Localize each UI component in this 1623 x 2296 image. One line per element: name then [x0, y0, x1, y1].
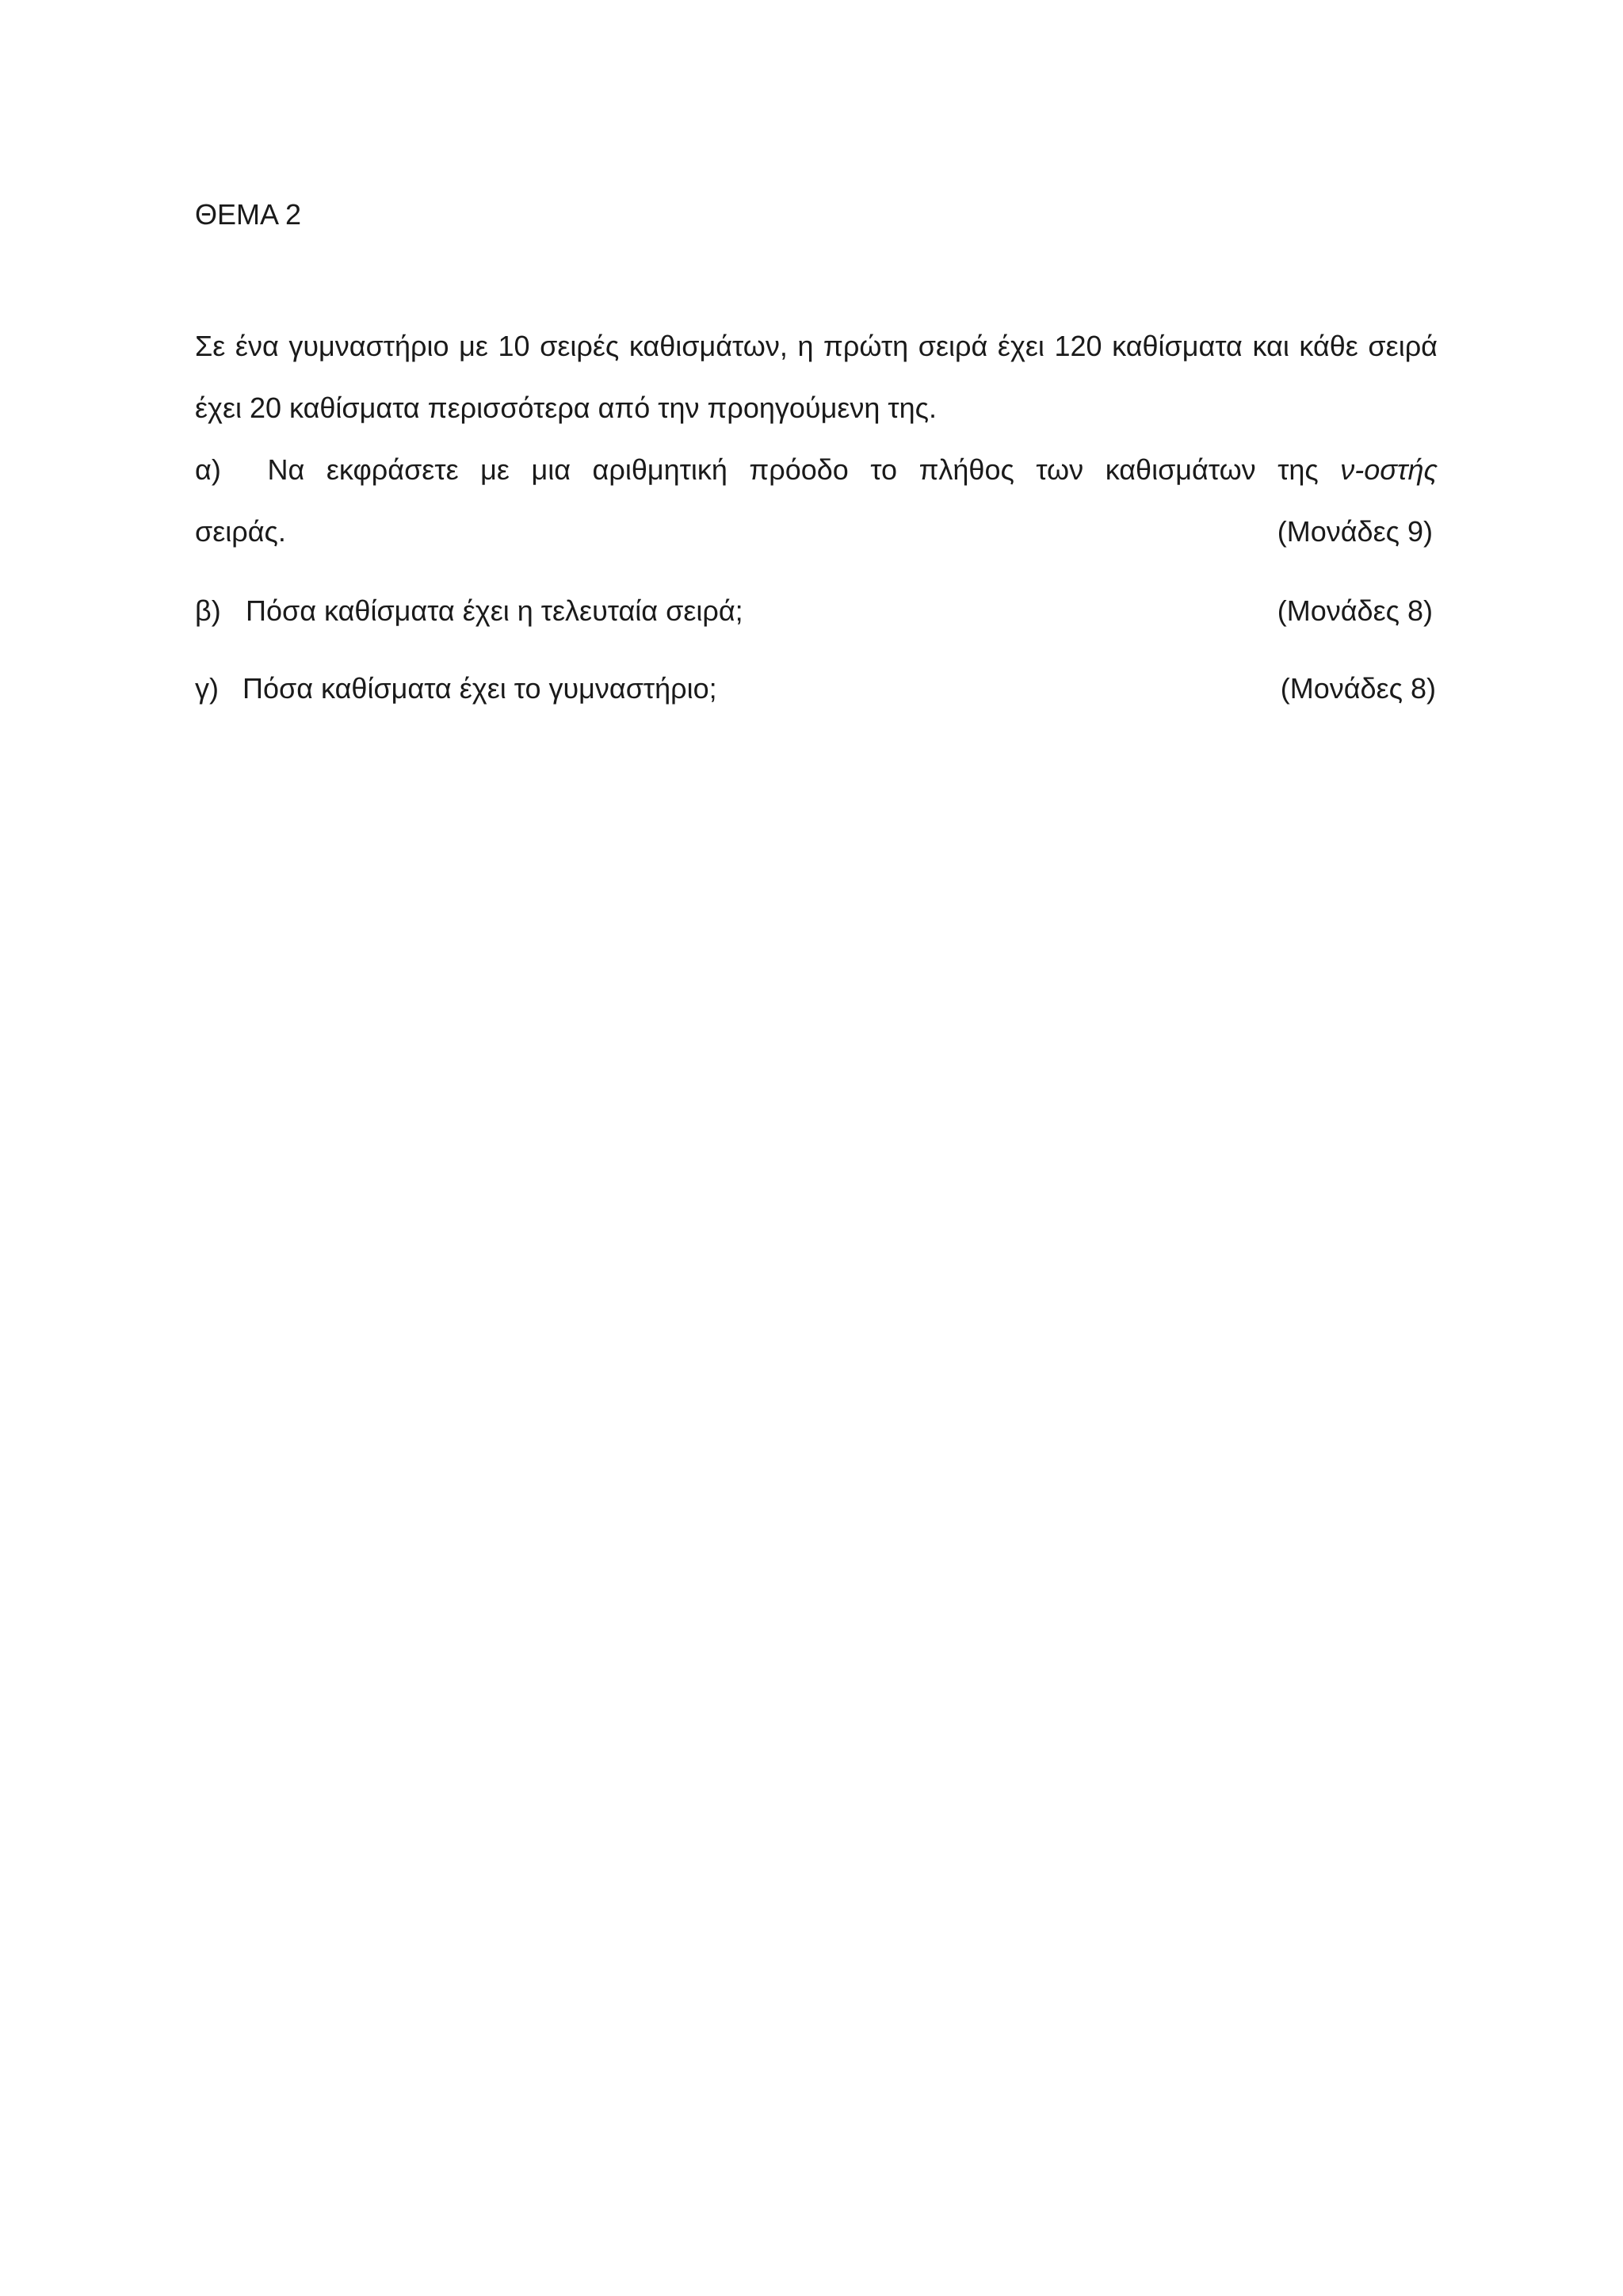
question-a-word: Να [267, 453, 305, 486]
question-b-row [195, 593, 1433, 628]
question-a-word: των [1036, 453, 1084, 486]
question-c-label: γ) [195, 672, 219, 705]
question-b-text: Πόσα καθίσματα έχει η τελευταία σειρά; [246, 594, 743, 627]
question-a-word: καθισμάτων [1105, 453, 1256, 486]
question-a-word: πλήθος [918, 453, 1014, 486]
question-a-word: εκφράσετε [326, 453, 459, 486]
question-a-word: το [870, 453, 898, 486]
question-c-text: Πόσα καθίσματα έχει το γυμναστήριο; [242, 672, 717, 705]
question-a-text-end: σειράς. [195, 515, 286, 548]
question-a-word: με [480, 453, 510, 486]
question-c [195, 670, 1438, 706]
question-c-marks: (Μονάδες 8) [1280, 672, 1436, 705]
question-a-word: πρόοδο [749, 453, 849, 486]
question-c-row [195, 670, 1436, 706]
question-a-label: α) [195, 453, 221, 486]
question-b-body [195, 593, 743, 628]
question-a-word: αριθμητική [592, 453, 727, 486]
question-a-italic-term: ν-οστής [1340, 453, 1438, 486]
question-b-label: β) [195, 594, 221, 627]
question-a-line2 [195, 514, 1433, 549]
question-a-word: μια [531, 453, 571, 486]
question-b [195, 593, 1438, 628]
question-b-marks: (Μονάδες 8) [1277, 594, 1433, 627]
question-a-line1 [195, 452, 1438, 514]
question-a-word: της [1277, 453, 1319, 486]
question-a [195, 452, 1438, 549]
question-a-marks: (Μονάδες 9) [1277, 515, 1433, 548]
problem-statement: Σε ένα γυμναστήριο με 10 σειρές καθισμάτων, η πρώτη σειρά έχει 120 καθίσματα και κάθε σειρά έχει 20 καθίσματα περισσότερα από την προηγούμενη της. [195, 330, 1438, 424]
exam-topic-heading: ΘΕΜΑ 2 [195, 198, 302, 231]
question-c-body [195, 670, 717, 706]
